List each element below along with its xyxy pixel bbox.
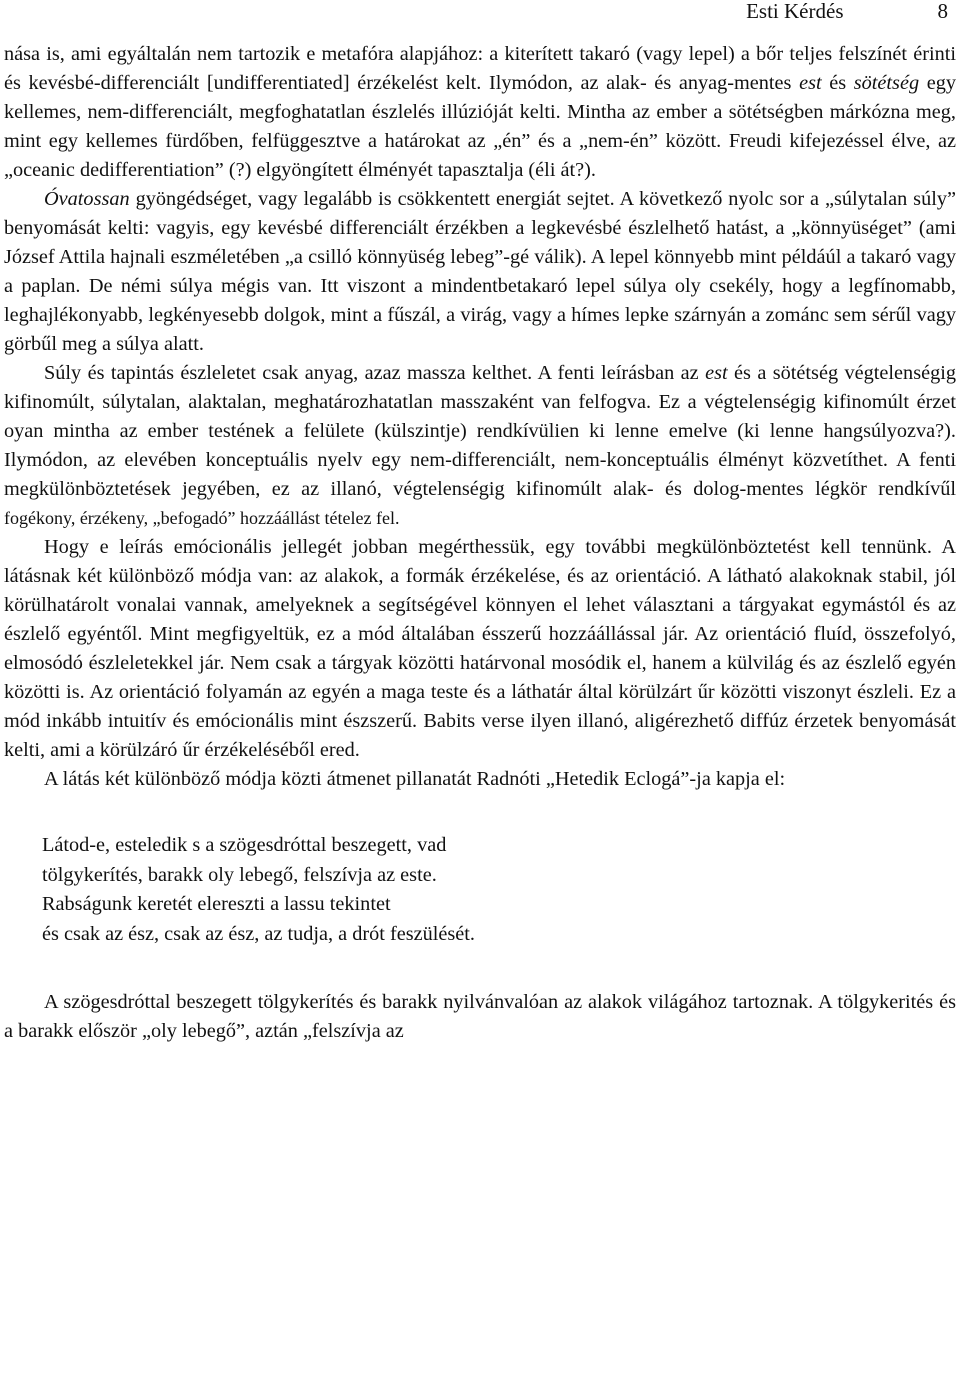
page-number: 8 [937, 0, 948, 23]
paragraph-1-text-c: egy kellemes, nem-differenciált, megfoghatatlan észlelés illúzióját kelti. Mintha az ember a sötétségben márkózna meg, mint egy kellemes fürdőben, felfüggesztve a határokat az „én” és a „nem-én” között. Freudi kifejezéssel élve, az „oceanic dedifferentiation” (?) elgyöngített élményét tapasztalja (éli át?). [4, 72, 956, 181]
paragraph-3-text-small: fogékony, érzékeny, „befogadó” hozzáállást tételez fel. [4, 508, 400, 528]
paragraph-6: A szögesdróttal beszegett tölgykerítés és barakk nyilvánvalóan az alakok világához tartoznak. A tölgykerités és a barakk először „oly lebegő”, aztán „felszívja az [4, 991, 956, 1042]
paragraph-3 [4, 359, 956, 533]
paragraph-1-text-a: nása is, ami egyáltalán nem tartozik e metafóra alapjához: a kiterített takaró (vagy lepel) a bőr teljes felszínét érinti és kevésbé-differenciált [undifferentiated] érzékelést kelt. Ilymódon, az alak- és anyag-mentes [4, 43, 956, 94]
running-head [746, 0, 948, 24]
paragraph-2-emphasis: Óvatossan [44, 188, 130, 210]
poem-quote [42, 831, 956, 949]
running-head-title: Esti Kérdés [746, 0, 844, 23]
paragraph-2-text: gyöngédséget, vagy legalább is csökkentett energiát sejtet. A következő nyolc sor a „súlytalan súly” benyomását kelti: vagyis, egy kevésbé differenciált érzékben a legkevésbé észlelhető hatást, a „könnyüséget” (ami József Attila hajnali eszméletében „a csilló könnyüség lebeg”-gé válik). A lepel könnyebb mint példáúl a takaró vagy a paplan. De némi súlya mégis van. Itt viszont a mindentbetakaró lepel súlya oly csekély, hogy a legfínomabb, leghajlékonyabb, legkényesebb dolgok, mint a fűszál, a virág, vagy a hímes lepke szárnyán a zománc sem sérűl vagy görbűl meg a súlya alatt. [4, 188, 956, 355]
paragraph-1 [4, 40, 956, 185]
poem-line: Látod-e, esteledik s a szögesdróttal beszegett, vad [42, 834, 447, 856]
paragraph-5: A látás két különböző módja közti átmenet pillanatát Radnóti „Hetedik Eclogá”-ja kapja el: [44, 768, 786, 790]
paragraph-1-text-b: és [821, 72, 854, 94]
paragraph-2 [4, 185, 956, 359]
paragraph-3-text-a: Súly és tapintás észleletet csak anyag, azaz massza kelthet. A fenti leírásban az [44, 362, 706, 384]
paragraph-3-text-b: és a sötétség végtelenségig kifinomúlt, súlytalan, alaktalan, meghatározhatatlan masszaként van felfogva. Ez a végtelenségig kifinomúlt érzet oyan mintha az ember testének a felülete (külszintje) rendkívülien ki lenne emelve (ki lenne hangsúlyozva?). Ilymódon, az elevében konceptuális nyelv egy nem-differenciált, nem-konceptuális élményt közvetíthet. A fenti megkülönböztetések jegyében, ez az illanó, végtelenségig kifinomúlt alak- és dolog-mentes légkör rendkívűl [4, 362, 957, 500]
paragraph-1-emphasis-sotetseg: sötétség [853, 72, 920, 94]
paragraph-4: Hogy e leírás emócionális jellegét jobban megérthessük, egy további megkülönböztetést kell tennünk. A látásnak két különböző módja van: az alakok, a formák érzékelése, és az orientáció. A látható alakoknak stabil, jól körülhatárolt vonalai vannak, amelyeknek a segítségével könnyen el lehet választani a tárgyakat egymástól és az észlelő egyéntől. Mint megfigyeltük, ez a mód általában ésszerű hozzáállással jár. Az orientáció fluíd, összefolyó, elmosódó észleletekkel jár. Nem csak a tárgyak közötti határvonal mosódik el, hanem a külvilág és az észlelő egyén közötti is. Az orientáció folyamán az egyén a maga teste és a láthatár által körülzárt űr közötti viszonyt észleli. Ez a mód inkább intuitív és emócionális mint észszerű. Babits verse ilyen illanó, aligérezhető diffúz érzetek benyomását kelti, ami a körülzáró űr érzékeléséből ered. [4, 536, 956, 761]
paragraph-1-emphasis-est: est [799, 72, 822, 94]
poem-line: és csak az ész, csak az ész, az tudja, a drót feszülését. [42, 922, 476, 945]
poem-line: tölgykerítés, barakk oly lebegő, felszívja az este. [42, 863, 437, 886]
poem-line: Rabságunk keretét elereszti a lassu tekintet [42, 893, 391, 915]
body-text [4, 40, 956, 1046]
paragraph-3-emphasis-est: est [705, 362, 728, 384]
